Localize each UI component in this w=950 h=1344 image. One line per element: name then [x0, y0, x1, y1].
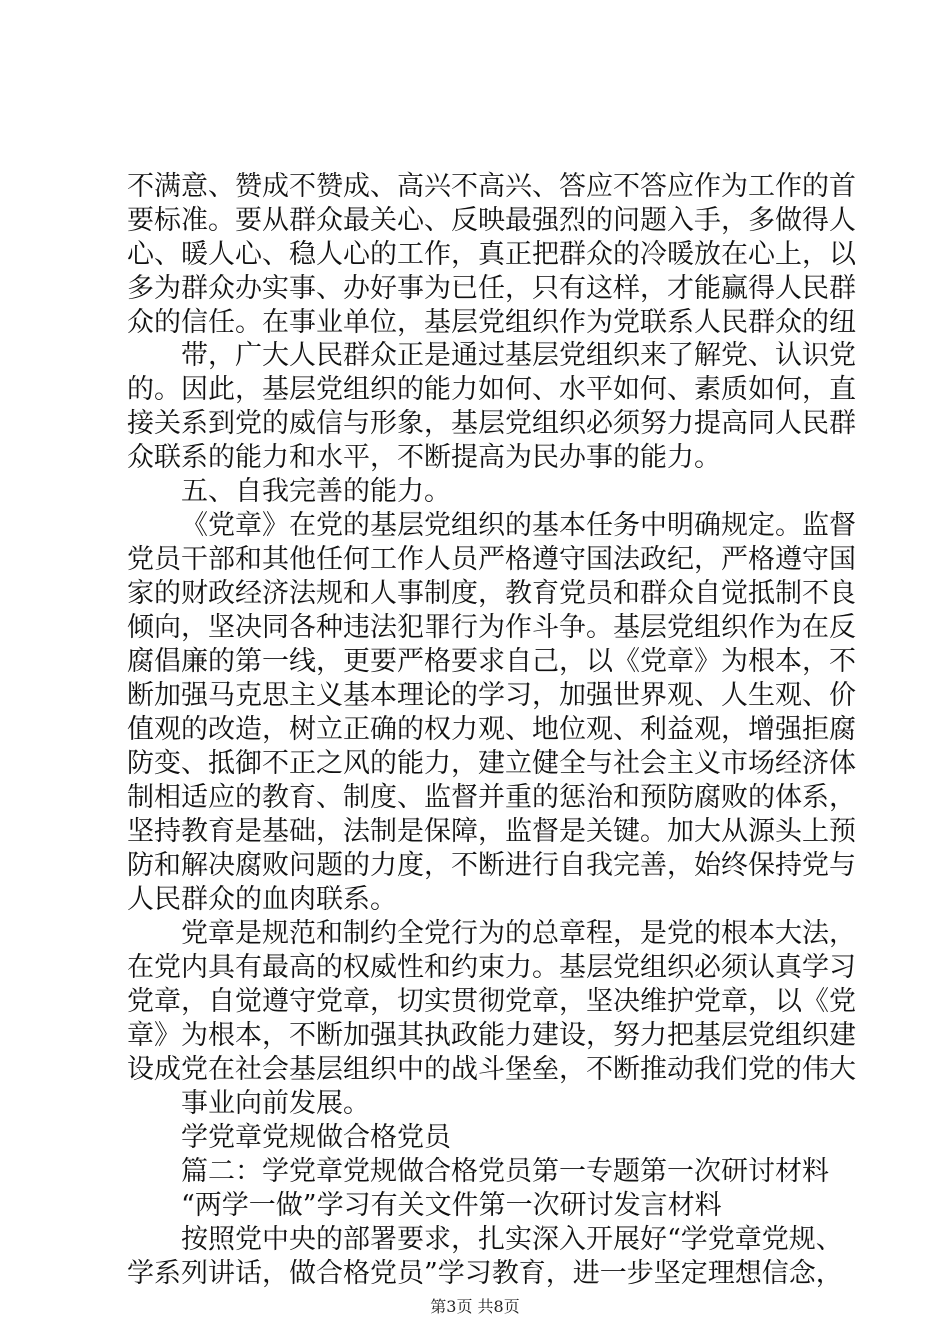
text-line: 事业向前发展。 [181, 1088, 370, 1119]
text-line: 《党章》在党的基层党组织的基本任务中明确规定。监督 [181, 510, 856, 541]
text-line: 腐倡廉的第一线，更要严格要求自己，以《党章》为根本，不 [127, 646, 856, 677]
text-line: 章》为根本，不断加强其执政能力建设，努力把基层党组织建 [127, 1020, 856, 1051]
text-line: 党章是规范和制约全党行为的总章程，是党的根本大法， [181, 918, 856, 949]
text-line: 制相适应的教育、制度、监督并重的惩治和预防腐败的体系， [127, 782, 856, 813]
section-title: “两学一做”学习有关文件第一次研讨发言材料 [181, 1190, 722, 1221]
text-line: 众的信任。在事业单位，基层党组织作为党联系人民群众的纽 [127, 307, 856, 338]
text-line: 值观的改造，树立正确的权力观、地位观、利益观，增强拒腐 [127, 714, 856, 745]
text-line: 党员干部和其他任何工作人员严格遵守国法政纪，严格遵守国 [127, 544, 856, 575]
text-line: 倾向，坚决同各种违法犯罪行为作斗争。基层党组织作为在反 [127, 612, 856, 643]
text-line: 带，广大人民群众正是通过基层党组织来了解党、认识党 [181, 340, 856, 371]
text-line: 防和解决腐败问题的力度，不断进行自我完善，始终保持党与 [127, 850, 856, 881]
text-line: 断加强马克思主义基本理论的学习，加强世界观、人生观、价 [127, 680, 856, 711]
text-line: 接关系到党的威信与形象，基层党组织必须努力提高同人民群 [127, 408, 856, 439]
text-line: 众联系的能力和水平，不断提高为民办事的能力。 [127, 442, 721, 473]
text-line: 防变、抵御不正之风的能力，建立健全与社会主义市场经济体 [127, 748, 856, 779]
text-line: 坚持教育是基础，法制是保障，监督是关键。加大从源头上预 [127, 816, 856, 847]
text-line: 党章，自觉遵守党章，切实贯彻党章，坚决维护党章，以《党 [127, 986, 856, 1017]
section-title: 学党章党规做合格党员 [181, 1122, 451, 1153]
text-line: 的。因此，基层党组织的能力如何、水平如何、素质如何，直 [127, 374, 856, 405]
page-footer: 第3页 共8页 [430, 1297, 520, 1316]
text-line: 要标准。要从群众最关心、反映最强烈的问题入手，多做得人 [127, 205, 856, 236]
text-line: 心、暖人心、稳人心的工作，真正把群众的冷暖放在心上，以 [127, 239, 856, 270]
text-line: 在党内具有最高的权威性和约束力。基层党组织必须认真学习 [127, 952, 856, 983]
text-line: 不满意、赞成不赞成、高兴不高兴、答应不答应作为工作的首 [127, 171, 856, 202]
section-heading: 五、自我完善的能力。 [181, 476, 451, 507]
text-line: 按照党中央的部署要求，扎实深入开展好“学党章党规、 [181, 1224, 843, 1255]
text-line: 人民群众的血肉联系。 [127, 884, 397, 915]
text-line: 学系列讲话，做合格党员”学习教育，进一步坚定理想信念， [127, 1258, 843, 1289]
section-title: 篇二：学党章党规做合格党员第一专题第一次研讨材料 [181, 1156, 829, 1187]
text-line: 设成党在社会基层组织中的战斗堡垒，不断推动我们党的伟大 [127, 1054, 856, 1085]
text-line: 家的财政经济法规和人事制度，教育党员和群众自觉抵制不良 [127, 578, 856, 609]
text-line: 多为群众办实事、办好事为已任，只有这样，才能赢得人民群 [127, 273, 856, 304]
